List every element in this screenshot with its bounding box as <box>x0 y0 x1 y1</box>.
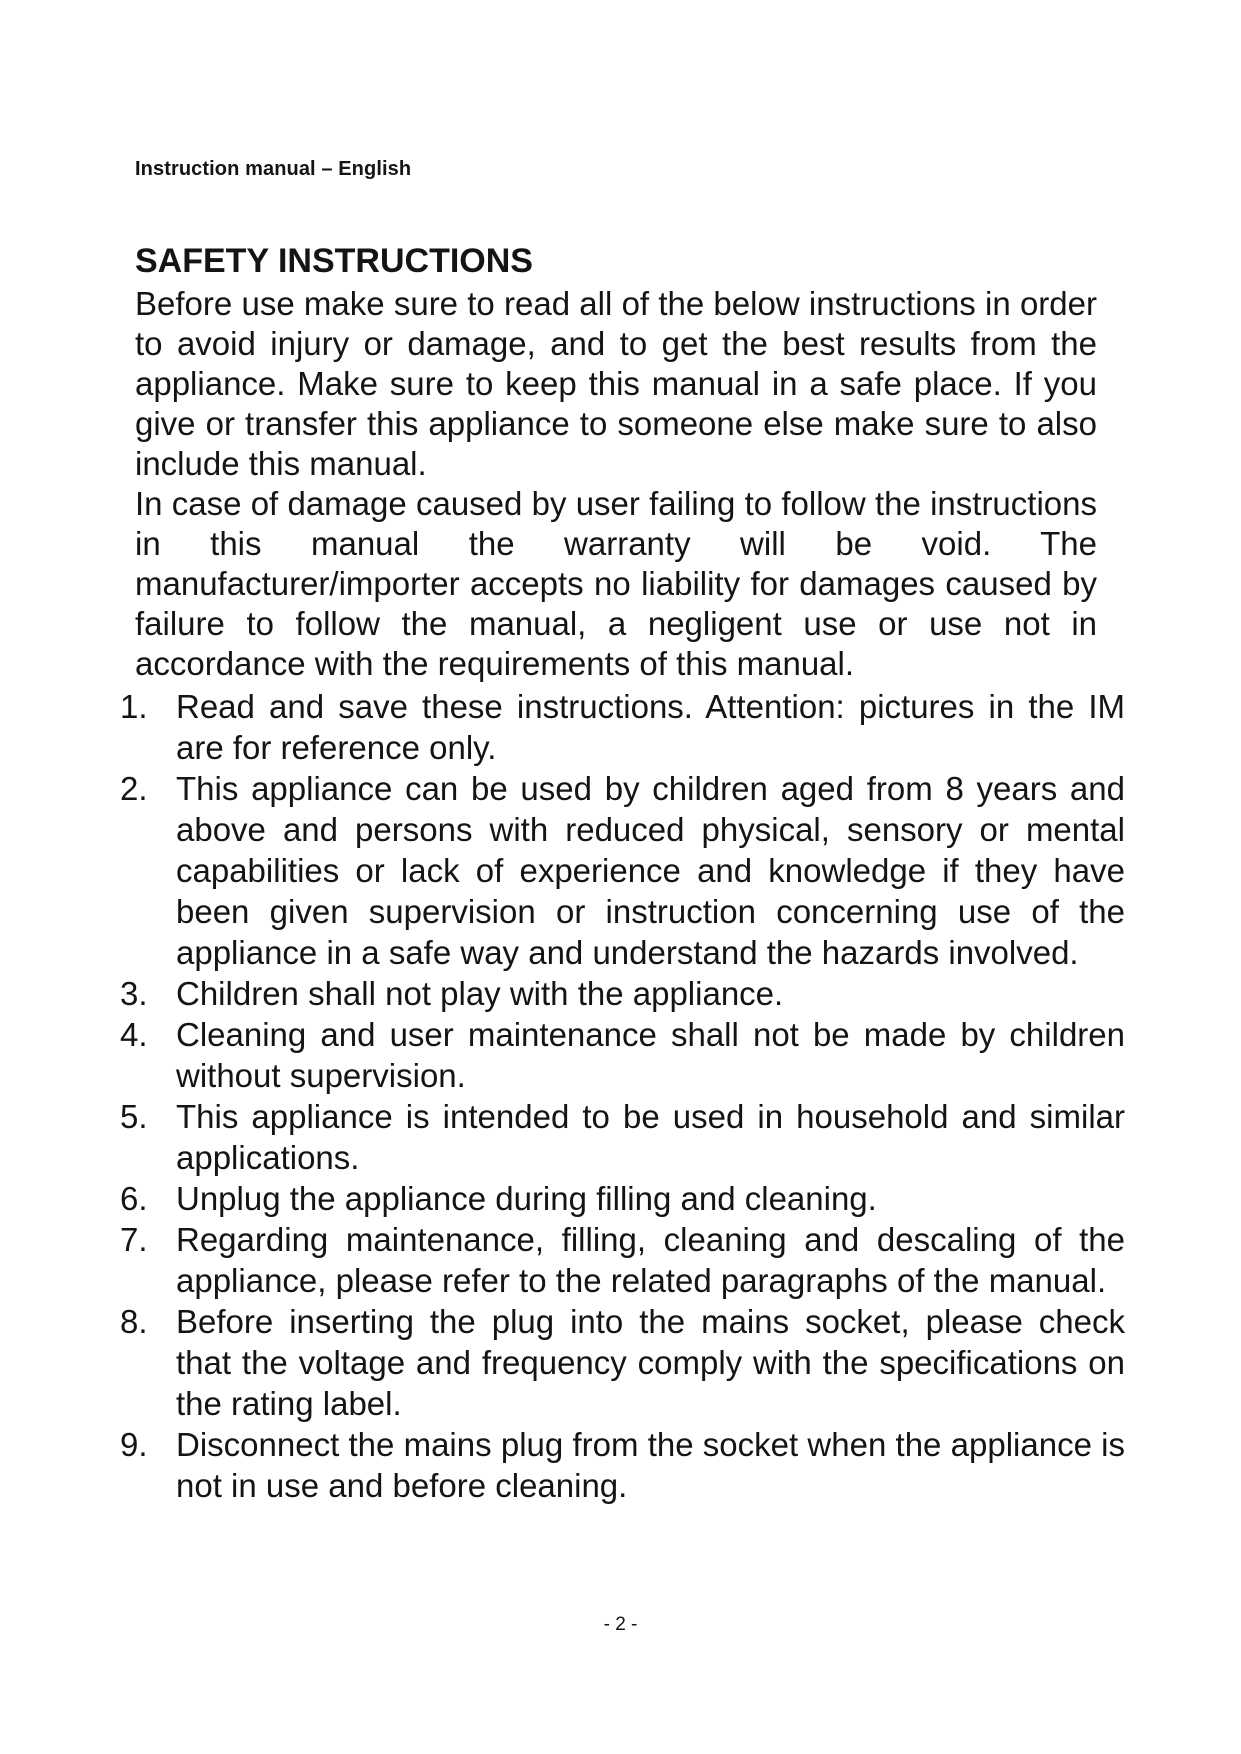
item-number: 5. <box>120 1098 148 1135</box>
item-text: This appliance is intended to be used in household and similar applications. <box>176 1098 1125 1176</box>
page-number: - 2 - <box>603 1614 638 1635</box>
warranty-paragraph: In case of damage caused by user failing to follow the instructions in this manual the warranty will be void. The manufacturer/importer accepts no liability for damages caused by failure to follow the manual, a negligent use or use not in accordance with the requirements of this manual. <box>135 485 1097 682</box>
item-text: Regarding maintenance, filling, cleaning and descaling of the appliance, please refer to the related paragraphs of the manual. <box>176 1221 1125 1299</box>
item-text: Cleaning and user maintenance shall not be made by children without supervision. <box>176 1016 1125 1094</box>
item-text: Read and save these instructions. Attention: pictures in the IM are for reference only. <box>176 688 1125 766</box>
list-item <box>120 1424 1125 1506</box>
safety-list <box>120 686 1125 1506</box>
item-number: 7. <box>120 1221 148 1258</box>
intro-paragraph: Before use make sure to read all of the below instructions in order to avoid injury or damage, and to get the best results from the appliance. Make sure to keep this manual in a safe place. If you give or transfer this appliance to someone else make sure to also include this manual. <box>135 285 1097 482</box>
item-number: 8. <box>120 1303 148 1340</box>
item-text: Children shall not play with the appliance. <box>176 975 784 1012</box>
list-item <box>120 1219 1125 1301</box>
manual-header: Instruction manual – English <box>135 158 412 180</box>
item-text: Unplug the appliance during filling and cleaning. <box>176 1180 877 1217</box>
list-item <box>120 1178 1125 1219</box>
list-item <box>120 1014 1125 1096</box>
item-text: This appliance can be used by children aged from 8 years and above and persons with reduced physical, sensory or mental capabilities or lack of experience and knowledge if they have been given supervision or instruction concerning use of the appliance in a safe way and understand the hazards involved. <box>176 770 1125 971</box>
list-item <box>120 973 1125 1014</box>
item-number: 1. <box>120 688 148 725</box>
item-number: 4. <box>120 1016 148 1053</box>
item-text: Before inserting the plug into the mains socket, please check that the voltage and frequency comply with the specifications on the rating label. <box>176 1303 1125 1422</box>
item-number: 6. <box>120 1180 148 1217</box>
list-item <box>120 1096 1125 1178</box>
list-item <box>120 768 1125 973</box>
list-item <box>120 686 1125 768</box>
item-number: 3. <box>120 975 148 1012</box>
item-number: 9. <box>120 1426 148 1463</box>
item-text: Disconnect the mains plug from the socket when the appliance is not in use and before cleaning. <box>176 1426 1125 1504</box>
list-item <box>120 1301 1125 1424</box>
safety-section <box>120 238 1125 1506</box>
section-title: SAFETY INSTRUCTIONS <box>135 242 533 280</box>
item-number: 2. <box>120 770 148 807</box>
